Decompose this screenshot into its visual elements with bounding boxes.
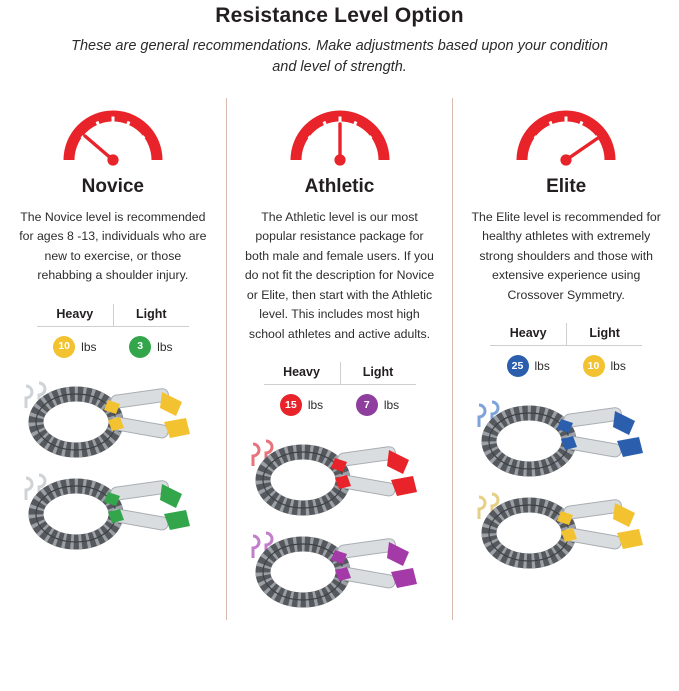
- gauge-icon-low: [61, 102, 165, 168]
- level-description-elite: The Elite level is recommended for healthy athletes with extremely strong shoulders and those with extensive experience using Crossover Symmetry.: [471, 210, 661, 302]
- weight-cell-heavy: [264, 394, 340, 416]
- weight-header-heavy: Heavy: [56, 306, 94, 321]
- weight-cell-light: [566, 355, 642, 377]
- level-description-novice: The Novice level is recommended for ages 8 -13, individuals who are new to exercise, or those rehabbing a shoulder injury.: [19, 210, 207, 283]
- resistance-cord-yellow: [465, 485, 665, 581]
- gauge-icon-high: [514, 102, 618, 168]
- weight-table-body: [264, 385, 416, 416]
- weight-unit-heavy: lbs: [307, 397, 324, 412]
- gauge-icon-mid: [288, 102, 392, 168]
- weight-table-body: [37, 327, 189, 358]
- product-images-novice: [12, 370, 214, 562]
- resistance-cord-red: [239, 428, 439, 524]
- level-name-elite: Elite: [546, 176, 587, 198]
- product-row: [465, 485, 667, 581]
- product-row: [12, 466, 214, 562]
- product-images-athletic: [239, 428, 441, 620]
- weight-unit-heavy: lbs: [81, 339, 97, 354]
- weight-cell-heavy: [37, 336, 113, 358]
- level-name-athletic: Athletic: [304, 176, 375, 198]
- weight-unit-light: lbs: [610, 359, 626, 374]
- gauge-elite-wrap: [465, 96, 667, 168]
- weight-table-header: [490, 323, 642, 346]
- resistance-cord-purple: [239, 524, 439, 620]
- levels-columns: [0, 96, 679, 620]
- level-column-novice: [0, 96, 226, 620]
- weight-chip-heavy: 25: [507, 355, 529, 377]
- resistance-cord-blue: [465, 389, 665, 485]
- product-row: [12, 370, 214, 466]
- weight-table-header: [37, 304, 189, 327]
- weight-table-elite: [490, 323, 642, 377]
- weight-chip-heavy: 10: [53, 336, 75, 358]
- weight-header-light: Light: [340, 362, 416, 384]
- weight-cell-light: [340, 394, 416, 416]
- weight-chip-light: 10: [583, 355, 605, 377]
- product-row: [239, 428, 441, 524]
- weight-cell-heavy: [490, 355, 566, 377]
- product-images-elite: [465, 389, 667, 581]
- weight-unit-heavy: lbs: [534, 359, 550, 374]
- weight-chip-heavy: 15: [280, 394, 302, 416]
- resistance-cord-yellow: [12, 370, 212, 466]
- level-description-athletic: The Athletic level is our most popular resistance package for both male and female users. If you do not fit the description for Novice or Elite, then start with the Athletic level. This includes most high school athletes and active adults.: [244, 210, 435, 341]
- weight-header-light: Light: [566, 323, 642, 345]
- product-row: [465, 389, 667, 485]
- weight-table-athletic: [264, 362, 416, 416]
- weight-header-light: Light: [113, 304, 189, 326]
- resistance-level-option-page: [0, 4, 679, 691]
- weight-table-body: [490, 346, 642, 377]
- resistance-cord-green: [12, 466, 212, 562]
- level-name-novice: Novice: [81, 176, 144, 198]
- weight-chip-light: 7: [356, 394, 378, 416]
- weight-table-header: [264, 362, 416, 385]
- gauge-novice-wrap: [12, 96, 214, 168]
- weight-chip-light: 3: [129, 336, 151, 358]
- weight-unit-light: lbs: [383, 397, 400, 412]
- level-column-athletic: [227, 96, 453, 620]
- page-title: Resistance Level Option: [215, 4, 464, 27]
- gauge-athletic-wrap: [239, 96, 441, 168]
- weight-header-heavy: Heavy: [283, 364, 320, 379]
- weight-table-novice: [37, 304, 189, 358]
- level-column-elite: [453, 96, 679, 620]
- page-header: [0, 4, 679, 78]
- page-subtitle: These are general recommendations. Make adjustments based upon your condition and level of strength.: [71, 38, 608, 76]
- weight-unit-light: lbs: [157, 339, 173, 354]
- product-row: [239, 524, 441, 620]
- weight-header-heavy: Heavy: [509, 326, 547, 341]
- weight-cell-light: [113, 336, 189, 358]
